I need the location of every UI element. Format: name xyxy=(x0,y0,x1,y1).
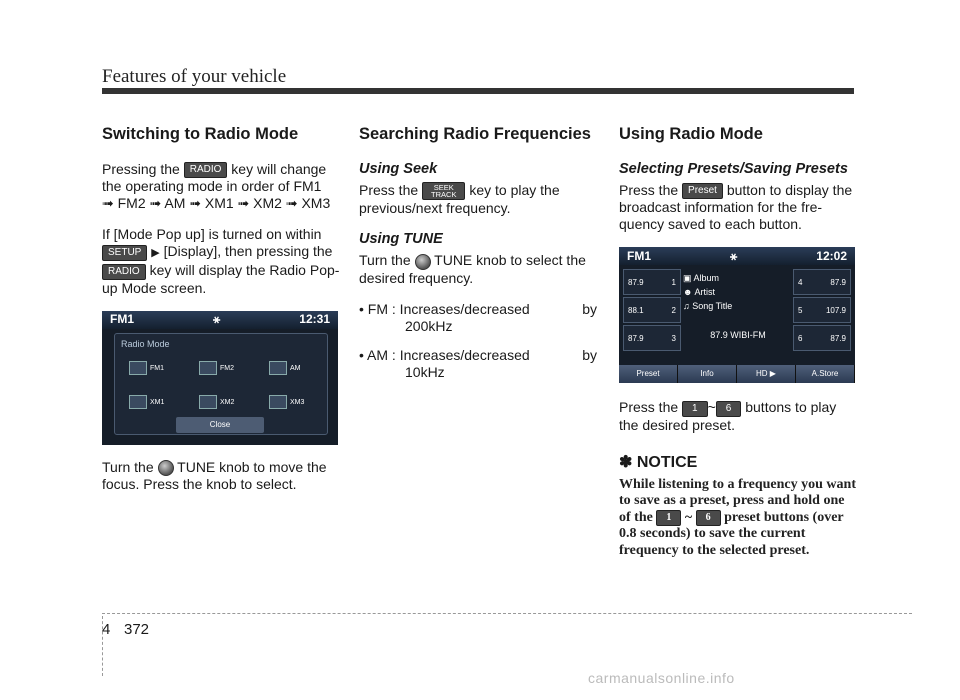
triangle-right-icon: ▶ xyxy=(151,247,160,260)
radio-icon xyxy=(199,361,217,375)
music-note-icon: ♫ xyxy=(683,301,693,312)
paragraph-tune-focus: Turn the TUNE knob to move the focus. Press the knob to select. xyxy=(102,458,327,492)
usb-icon: ⚹ xyxy=(730,248,738,263)
album-icon: ▣ xyxy=(683,273,694,284)
paragraph-tune: Turn the TUNE knob to select the desired frequency. xyxy=(359,252,586,286)
chapter-number: 4 xyxy=(102,621,111,638)
preset-key-icon: Preset xyxy=(682,183,723,199)
frequency-step-list xyxy=(359,301,597,381)
paragraph-play-preset: Press the 1 ~ 6 buttons to play the desired preset. xyxy=(619,399,837,433)
heading-presets: Selecting Presets/Saving Presets xyxy=(619,161,848,177)
info-button[interactable]: Info xyxy=(678,365,737,383)
mode-sequence: ➟ FM2 ➟ AM ➟ XM1 ➟ XM2 ➟ XM3 xyxy=(102,195,331,212)
column-switching-radio xyxy=(102,126,340,507)
preset-1-key-icon: 1 xyxy=(682,401,708,417)
screen-button-bar xyxy=(619,365,855,383)
header-rule xyxy=(102,88,854,94)
preset-6-key-icon: 6 xyxy=(716,401,742,417)
radio-icon xyxy=(129,361,147,375)
tune-knob-icon xyxy=(158,460,174,476)
paragraph-popup: If [Mode Pop up] is turned on within SETUP ▶ [Display], then pressing the RADIO key will display the Radio Pop-up Mode screen. xyxy=(102,226,340,296)
column-searching xyxy=(359,126,597,393)
xm-icon xyxy=(199,395,217,409)
heading-using-radio: Using Radio Mode xyxy=(619,125,763,143)
usb-icon: ⚹ xyxy=(213,312,221,327)
preset-3[interactable]: 87.9 3 xyxy=(623,325,681,351)
paragraph-preset: Press the Preset button to display the broadcast information for the fre-quency saved to each button. xyxy=(619,182,853,233)
radio-mode-panel: Radio Mode FM1 FM2 AM XM1 XM2 XM3 xyxy=(114,333,328,435)
preset-6[interactable]: 6 87.9 xyxy=(793,325,851,351)
preset-1-key-icon: 1 xyxy=(656,510,681,526)
preset-2[interactable]: 88.1 2 xyxy=(623,297,681,323)
radio-key-icon: RADIO xyxy=(102,264,146,280)
page-number: 372 xyxy=(124,621,150,638)
paragraph-seek: Press the SEEK TRACK key to play the previous/next frequency. xyxy=(359,182,560,217)
preset-list-right xyxy=(793,269,851,353)
notice-title: ✽ NOTICE xyxy=(619,453,698,471)
list-item: • AM : Increases/decreased by 10kHz xyxy=(359,346,597,380)
column-using-radio xyxy=(619,126,857,559)
footer-rule xyxy=(102,613,912,614)
list-item: • FM : Increases/decreased by 200kHz xyxy=(359,300,597,334)
artist-icon: ☻ xyxy=(683,287,695,298)
mode-am[interactable]: AM xyxy=(269,360,301,377)
station-name: 87.9 WIBI-FM xyxy=(710,330,766,341)
paragraph-switch: Pressing the RADIO key will change the operating mode in order of FM1 ➟ FM2 ➟ AM ➟ XM1 ➟ XM2 ➟ XM3 xyxy=(102,161,331,212)
radio-key-icon: RADIO xyxy=(184,162,228,178)
heading-searching: Searching Radio Frequencies xyxy=(359,125,591,143)
radio-icon xyxy=(269,361,287,375)
autostore-button[interactable]: A.Store xyxy=(796,365,855,383)
xm-icon xyxy=(269,395,287,409)
setup-key-icon: SETUP xyxy=(102,245,147,261)
seek-track-key-icon: SEEK TRACK xyxy=(422,182,465,200)
xm-icon xyxy=(129,395,147,409)
radio-mode-screen: FM1 ⚹ 12:31 Radio Mode FM1 FM2 AM XM1 XM2 XM3 Close xyxy=(102,311,338,445)
track-info: ▣ Album ☻ Artist ♫ Song Title xyxy=(683,273,733,312)
preset-screen: FM1 ⚹ 12:02 87.9 1 88.1 2 87.9 3 ▣ Album ☻ Artist ♫ Song Title 87.9 WIBI-FM 4 87.9 5 107.9 6 87.9 Preset Info HD ▶ A.Store xyxy=(619,247,855,383)
mode-xm3[interactable]: XM3 xyxy=(269,394,304,411)
close-button[interactable]: Close xyxy=(176,417,264,433)
heading-using-tune: Using TUNE xyxy=(359,231,443,248)
preset-6-key-icon: 6 xyxy=(696,510,721,526)
preset-1[interactable]: 87.9 1 xyxy=(623,269,681,295)
mode-fm2[interactable]: FM2 xyxy=(199,360,234,377)
page-header-title: Features of your vehicle xyxy=(102,66,287,87)
tune-knob-icon xyxy=(415,254,431,270)
mode-fm1[interactable]: FM1 xyxy=(129,360,164,377)
heading-using-seek: Using Seek xyxy=(359,161,438,177)
watermark: carmanualsonline.info xyxy=(588,670,735,686)
mode-xm2[interactable]: XM2 xyxy=(199,394,234,411)
preset-4[interactable]: 4 87.9 xyxy=(793,269,851,295)
mode-xm1[interactable]: XM1 xyxy=(129,394,164,411)
preset-5[interactable]: 5 107.9 xyxy=(793,297,851,323)
heading-switching: Switching to Radio Mode xyxy=(102,125,299,143)
notice-body: While listening to a frequency you want to save as a preset, press and hold one of the 1 ~ 6 preset buttons (over 0.8 seconds) to save the current frequency to the selected preset. xyxy=(619,476,856,558)
hd-button[interactable]: HD ▶ xyxy=(737,365,796,383)
preset-list-left xyxy=(623,269,681,353)
preset-button[interactable]: Preset xyxy=(619,365,678,383)
